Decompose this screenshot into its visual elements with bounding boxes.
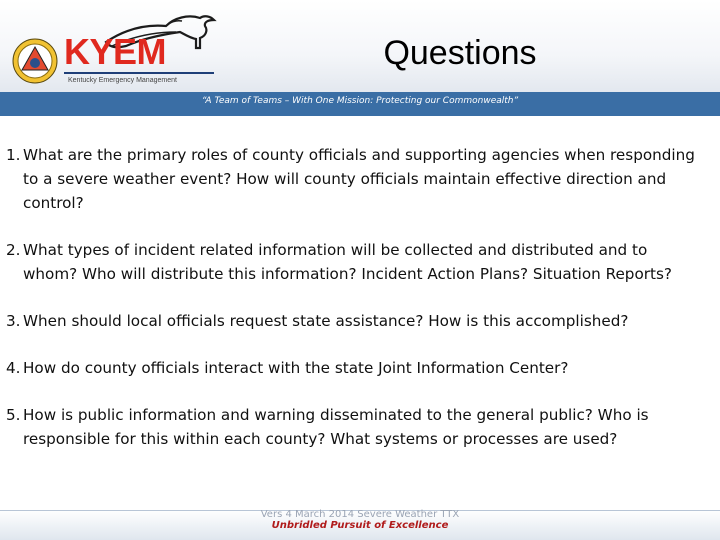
question-text: When should local officials request state assistance? How is this accomplished?: [23, 312, 629, 330]
header: [0, 0, 720, 92]
question-item: [6, 238, 706, 286]
logo-underline: [64, 72, 214, 74]
question-item: [6, 356, 706, 380]
question-item: [6, 403, 706, 451]
question-item: [6, 309, 706, 333]
seal-icon: [12, 38, 58, 84]
question-number: 4.: [6, 359, 21, 377]
question-text: How do county officials interact with the state Joint Information Center?: [23, 359, 569, 377]
question-list: [6, 143, 706, 474]
question-number: 5.: [6, 406, 21, 424]
logo-subtitle: Kentucky Emergency Management: [68, 77, 177, 84]
question-text: What types of incident related information will be collected and distributed and to whom? Who will distribute this information? Incident Action Plans? Situation Reports?: [23, 241, 672, 283]
footer-version: Vers 4 March 2014 Severe Weather TTX: [260, 509, 460, 520]
question-number: 1.: [6, 146, 21, 164]
tagline: “A Team of Teams – With One Mission: Protecting our Commonwealth”: [201, 96, 519, 106]
logo-text: KYEM: [64, 31, 167, 72]
question-item: [6, 143, 706, 215]
question-number: 3.: [6, 312, 21, 330]
question-text: How is public information and warning disseminated to the general public? Who is responsible for this within each county? What systems or processes are used?: [23, 406, 649, 448]
footer-motto: Unbridled Pursuit of Excellence: [271, 520, 449, 531]
question-number: 2.: [6, 241, 21, 259]
question-text: What are the primary roles of county officials and supporting agencies when responding to a severe weather event? How will county officials maintain effective direction and control?: [23, 146, 695, 212]
slide-title: Questions: [383, 34, 537, 72]
